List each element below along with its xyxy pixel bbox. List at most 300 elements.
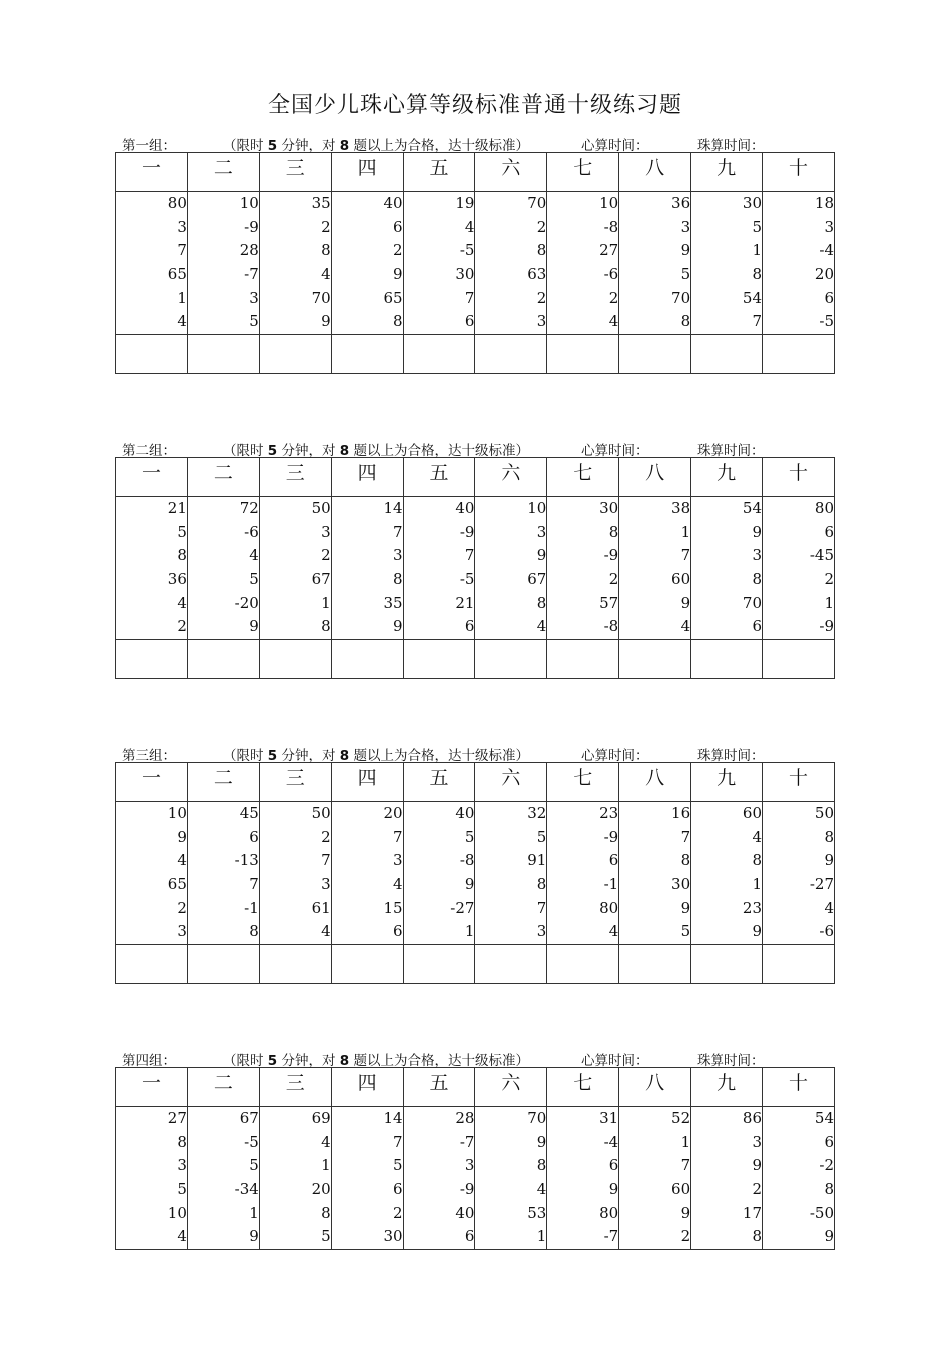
- problem-number: 65: [167, 265, 187, 284]
- answer-row: [116, 945, 835, 984]
- problem-number: 3: [824, 217, 834, 236]
- problem-number: 61: [311, 898, 331, 917]
- problem-number: 8: [752, 265, 763, 284]
- problem-number: 7: [464, 288, 475, 307]
- problem-number: 9: [393, 617, 403, 636]
- problem-number: -8: [603, 217, 619, 236]
- problem-number: 60: [671, 570, 691, 589]
- problem-number: 4: [177, 312, 187, 331]
- abacus-time-label: 珠算时间：: [697, 443, 765, 459]
- problem-number: 2: [321, 546, 331, 565]
- problem-number: 4: [464, 217, 475, 236]
- problem-number: 6: [393, 1180, 403, 1199]
- problem-column: [116, 802, 188, 945]
- column-header: 七: [547, 153, 619, 192]
- problem-number: 67: [239, 1109, 259, 1127]
- problem-column: [331, 1107, 403, 1250]
- problem-column: [619, 497, 691, 640]
- problem-number: 15: [383, 898, 403, 917]
- rule-mid: 分钟，对: [277, 748, 340, 764]
- problem-number: 9: [177, 827, 187, 846]
- problem-column: [187, 1107, 259, 1250]
- rule-post: 题以上为合格，达十级标准）: [349, 1053, 529, 1069]
- column-header: 八: [619, 763, 691, 802]
- problem-number: -9: [603, 827, 619, 846]
- problem-number: 60: [671, 1180, 691, 1199]
- problem-number: 9: [536, 546, 547, 565]
- column-header: 四: [331, 458, 403, 497]
- problem-column: [331, 802, 403, 945]
- problem-number: 9: [680, 1203, 691, 1222]
- problem-number: 40: [455, 1203, 475, 1222]
- problem-column: [475, 497, 547, 640]
- group-name: 第一组：: [122, 138, 176, 154]
- problem-number: 2: [536, 288, 547, 307]
- problem-number: 5: [680, 265, 691, 284]
- group-name: 第三组：: [122, 748, 176, 764]
- problem-number: 5: [249, 312, 259, 331]
- column-header-row: [116, 458, 835, 497]
- problem-number: 9: [824, 851, 834, 870]
- problem-number: -27: [450, 898, 475, 917]
- problem-number: 18: [814, 194, 834, 212]
- problem-number: 23: [742, 898, 763, 917]
- column-header: 九: [691, 153, 763, 192]
- problem-table: [115, 152, 835, 374]
- problem-number: 8: [752, 851, 763, 870]
- problem-number: 67: [527, 570, 547, 589]
- mental-time-label: 心算时间：: [581, 443, 649, 459]
- problem-number: -9: [819, 617, 834, 636]
- problem-numbers-row: [116, 802, 835, 945]
- problem-column: [331, 497, 403, 640]
- problem-column: [475, 1107, 547, 1250]
- problem-number: 3: [177, 217, 187, 236]
- problem-number: -6: [244, 522, 259, 541]
- answer-cell[interactable]: [116, 945, 188, 984]
- answer-cell[interactable]: [116, 640, 188, 679]
- problem-number: -5: [459, 241, 475, 260]
- column-header: 二: [187, 763, 259, 802]
- problem-number: 9: [680, 898, 691, 917]
- problem-number: 52: [671, 1109, 691, 1127]
- answer-cell[interactable]: [619, 640, 691, 679]
- problem-column: [547, 192, 619, 335]
- problem-number: 1: [321, 1156, 331, 1175]
- problem-number: -2: [819, 1156, 834, 1175]
- problem-number: -5: [459, 570, 475, 589]
- problem-number: 2: [321, 217, 331, 236]
- problem-number: 2: [608, 570, 619, 589]
- problem-column: [187, 192, 259, 335]
- rule-post: 题以上为合格，达十级标准）: [349, 138, 529, 154]
- answer-cell[interactable]: [331, 335, 403, 374]
- problem-number: 7: [536, 898, 547, 917]
- problem-number: 70: [527, 194, 547, 212]
- problem-number: 21: [167, 499, 187, 517]
- problem-number: 3: [536, 312, 547, 331]
- problem-number: 69: [311, 1109, 331, 1127]
- problem-number: 1: [680, 522, 691, 541]
- problem-number: -9: [603, 546, 619, 565]
- problem-number: 4: [177, 593, 187, 612]
- problem-number: -7: [603, 1227, 619, 1246]
- problem-number: 8: [752, 570, 763, 589]
- problem-number: 14: [383, 1109, 403, 1127]
- column-header: 一: [116, 153, 188, 192]
- problem-number: 40: [455, 499, 475, 517]
- answer-cell[interactable]: [547, 335, 619, 374]
- problem-number: 8: [536, 593, 547, 612]
- problem-number: 2: [608, 288, 619, 307]
- exercise-group: [115, 437, 835, 679]
- problem-number: 3: [464, 1156, 475, 1175]
- problem-number: -4: [819, 241, 834, 260]
- problem-number: 2: [536, 217, 547, 236]
- problem-number: 6: [752, 617, 763, 636]
- problem-column: [619, 192, 691, 335]
- problem-column: [187, 497, 259, 640]
- problem-column: [763, 497, 835, 640]
- problem-number: 4: [680, 617, 691, 636]
- problem-number: 5: [464, 827, 475, 846]
- problem-number: 23: [599, 804, 619, 822]
- problem-number: 2: [321, 827, 331, 846]
- problem-number: 30: [742, 194, 763, 212]
- problem-number: 5: [393, 1156, 403, 1175]
- problem-number: 6: [464, 1227, 475, 1246]
- problem-number: 6: [393, 217, 403, 236]
- column-header: 十: [763, 1068, 835, 1107]
- column-header: 八: [619, 458, 691, 497]
- mental-time-label: 心算时间：: [581, 748, 649, 764]
- problem-number: 1: [680, 1132, 691, 1151]
- problem-number: 9: [608, 1180, 619, 1199]
- problem-number: 10: [239, 194, 259, 212]
- problem-number: 4: [608, 922, 619, 941]
- problem-number: 5: [249, 1156, 259, 1175]
- problem-number: 1: [249, 1203, 259, 1222]
- problem-number: -45: [809, 546, 834, 565]
- problem-number: 54: [742, 288, 763, 307]
- problem-number: 8: [536, 241, 547, 260]
- problem-number: 8: [680, 851, 691, 870]
- problem-number: -50: [809, 1203, 834, 1222]
- problem-column: [547, 1107, 619, 1250]
- problem-number: 7: [680, 546, 691, 565]
- problem-number: 3: [177, 922, 187, 941]
- problem-number: 7: [464, 546, 475, 565]
- problem-number: 17: [742, 1203, 763, 1222]
- problem-number: 8: [321, 1203, 331, 1222]
- problem-column: [403, 1107, 475, 1250]
- problem-number: 35: [311, 194, 331, 212]
- problem-number: 19: [455, 194, 475, 212]
- problem-number: -5: [819, 312, 834, 331]
- problem-number: 9: [249, 1227, 259, 1246]
- time-limit-rule: [223, 134, 529, 154]
- problem-number: 6: [608, 851, 619, 870]
- answer-cell[interactable]: [763, 945, 835, 984]
- answer-cell[interactable]: [187, 640, 259, 679]
- rule-min: 5: [267, 748, 278, 764]
- answer-cell[interactable]: [475, 640, 547, 679]
- answer-cell[interactable]: [403, 335, 475, 374]
- problem-number: 65: [383, 288, 403, 307]
- problem-number: 35: [383, 593, 403, 612]
- column-header: 九: [691, 763, 763, 802]
- rule-pre: （限时: [223, 443, 268, 459]
- exercise-group: [115, 1047, 835, 1250]
- answer-cell[interactable]: [331, 945, 403, 984]
- problem-number: 2: [680, 1227, 691, 1246]
- problem-number: -7: [459, 1132, 475, 1151]
- problem-number: 3: [321, 522, 331, 541]
- problem-number: 8: [752, 1227, 763, 1246]
- problem-number: 10: [167, 804, 187, 822]
- problem-number: 7: [393, 1132, 403, 1151]
- answer-cell[interactable]: [331, 640, 403, 679]
- problem-number: -8: [459, 851, 475, 870]
- problem-number: -1: [244, 898, 259, 917]
- time-limit-rule: [223, 744, 529, 764]
- problem-number: 9: [752, 1156, 763, 1175]
- problem-number: 1: [321, 593, 331, 612]
- problem-number: 40: [455, 804, 475, 822]
- problem-number: 8: [536, 1156, 547, 1175]
- problem-number: 1: [752, 241, 763, 260]
- problem-number: 2: [824, 570, 834, 589]
- problem-number: 5: [177, 1180, 187, 1199]
- problem-number: 65: [167, 875, 187, 894]
- problem-number: -6: [819, 922, 834, 941]
- answer-row: [116, 335, 835, 374]
- problem-number: 16: [671, 804, 691, 822]
- problem-number: 5: [752, 217, 763, 236]
- problem-column: [116, 497, 188, 640]
- column-header: 九: [691, 1068, 763, 1107]
- problem-table: [115, 762, 835, 984]
- problem-number: 36: [167, 570, 187, 589]
- problem-number: 91: [527, 851, 547, 870]
- column-header-row: [116, 153, 835, 192]
- column-header: 七: [547, 458, 619, 497]
- problem-number: 4: [321, 1132, 331, 1151]
- column-header: 六: [475, 1068, 547, 1107]
- problem-number: 4: [177, 851, 187, 870]
- problem-number: 4: [824, 898, 834, 917]
- problem-number: 27: [167, 1109, 187, 1127]
- answer-cell[interactable]: [187, 945, 259, 984]
- answer-cell[interactable]: [403, 945, 475, 984]
- problem-number: -9: [244, 217, 259, 236]
- problem-number: 8: [393, 312, 403, 331]
- problem-number: 20: [383, 804, 403, 822]
- rule-count: 8: [339, 138, 350, 154]
- answer-cell[interactable]: [763, 335, 835, 374]
- problem-number: 9: [393, 265, 403, 284]
- problem-number: 86: [742, 1109, 763, 1127]
- problem-numbers-row: [116, 497, 835, 640]
- problem-number: 80: [814, 499, 834, 517]
- problem-number: 5: [321, 1227, 331, 1246]
- answer-cell[interactable]: [116, 335, 188, 374]
- problem-number: 9: [249, 617, 259, 636]
- problem-number: 10: [167, 1203, 187, 1222]
- problem-number: 9: [680, 241, 691, 260]
- problem-number: 8: [321, 617, 331, 636]
- problem-number: 21: [455, 593, 475, 612]
- problem-table: [115, 1067, 835, 1250]
- problem-number: -7: [244, 265, 259, 284]
- problem-number: 6: [393, 922, 403, 941]
- group-header: [115, 742, 835, 762]
- column-header: 四: [331, 763, 403, 802]
- rule-post: 题以上为合格，达十级标准）: [349, 748, 529, 764]
- problem-number: -27: [809, 875, 834, 894]
- column-header-row: [116, 763, 835, 802]
- problem-number: 1: [824, 593, 834, 612]
- answer-cell[interactable]: [259, 945, 331, 984]
- problem-number: 3: [393, 546, 403, 565]
- problem-number: 63: [527, 265, 547, 284]
- problem-number: 6: [824, 1132, 834, 1151]
- problem-number: 8: [321, 241, 331, 260]
- problem-number: 9: [680, 593, 691, 612]
- answer-cell[interactable]: [547, 945, 619, 984]
- column-header: 六: [475, 458, 547, 497]
- problem-number: 9: [536, 1132, 547, 1151]
- problem-column: [116, 1107, 188, 1250]
- problem-number: -1: [603, 875, 619, 894]
- problem-number: 70: [742, 593, 763, 612]
- problem-number: 40: [383, 194, 403, 212]
- rule-count: 8: [339, 1053, 350, 1069]
- problem-number: -6: [603, 265, 619, 284]
- problem-number: 7: [249, 875, 259, 894]
- problem-column: [116, 192, 188, 335]
- problem-number: 4: [249, 546, 259, 565]
- problem-numbers-row: [116, 1107, 835, 1250]
- time-limit-rule: [223, 1049, 529, 1069]
- column-header: 十: [763, 763, 835, 802]
- problem-number: 4: [321, 265, 331, 284]
- answer-cell[interactable]: [475, 945, 547, 984]
- column-header: 十: [763, 153, 835, 192]
- problem-number: 8: [177, 1132, 187, 1151]
- problem-number: 2: [752, 1180, 763, 1199]
- problem-column: [475, 192, 547, 335]
- answer-cell[interactable]: [547, 640, 619, 679]
- answer-cell[interactable]: [691, 945, 763, 984]
- answer-cell[interactable]: [259, 640, 331, 679]
- rule-min: 5: [267, 1053, 278, 1069]
- column-header: 三: [259, 1068, 331, 1107]
- rule-post: 题以上为合格，达十级标准）: [349, 443, 529, 459]
- group-name: 第四组：: [122, 1053, 176, 1069]
- problem-number: 5: [249, 570, 259, 589]
- problem-number: 54: [814, 1109, 834, 1127]
- page-title: 全国少儿珠心算等级标准普通十级练习题: [267, 93, 682, 118]
- problem-column: [403, 192, 475, 335]
- problem-number: 4: [177, 1227, 187, 1246]
- problem-number: 10: [527, 499, 547, 517]
- problem-column: [259, 1107, 331, 1250]
- problem-column: [691, 192, 763, 335]
- problem-number: 2: [393, 1203, 403, 1222]
- problem-number: 3: [177, 1156, 187, 1175]
- problem-number: -34: [234, 1180, 259, 1199]
- problem-number: 5: [536, 827, 547, 846]
- answer-cell[interactable]: [619, 335, 691, 374]
- problem-number: 1: [177, 288, 187, 307]
- column-header: 五: [403, 1068, 475, 1107]
- problem-column: [691, 802, 763, 945]
- answer-cell[interactable]: [259, 335, 331, 374]
- problem-number: 2: [177, 617, 187, 636]
- problem-number: 4: [536, 1180, 547, 1199]
- answer-cell[interactable]: [619, 945, 691, 984]
- problem-number: 6: [824, 522, 834, 541]
- problem-column: [403, 497, 475, 640]
- rule-count: 8: [339, 748, 350, 764]
- abacus-time-label: 珠算时间：: [697, 138, 765, 154]
- rule-mid: 分钟，对: [277, 1053, 340, 1069]
- column-header: 八: [619, 153, 691, 192]
- answer-cell[interactable]: [403, 640, 475, 679]
- rule-pre: （限时: [223, 138, 268, 154]
- column-header-row: [116, 1068, 835, 1107]
- answer-cell[interactable]: [763, 640, 835, 679]
- problem-number: 4: [393, 875, 403, 894]
- column-header: 七: [547, 1068, 619, 1107]
- problem-number: 3: [752, 1132, 763, 1151]
- problem-column: [547, 802, 619, 945]
- answer-cell[interactable]: [691, 640, 763, 679]
- answer-cell[interactable]: [691, 335, 763, 374]
- problem-number: 50: [311, 499, 331, 517]
- group-header: [115, 437, 835, 457]
- exercise-group: [115, 742, 835, 984]
- problem-column: [763, 802, 835, 945]
- problem-number: 32: [527, 804, 547, 822]
- problem-number: 70: [311, 288, 331, 307]
- rule-pre: （限时: [223, 1053, 268, 1069]
- problem-number: 8: [393, 570, 403, 589]
- problem-number: 1: [752, 875, 763, 894]
- problem-number: 7: [393, 522, 403, 541]
- problem-number: 9: [824, 1227, 834, 1246]
- column-header: 五: [403, 458, 475, 497]
- problem-number: 54: [742, 499, 763, 517]
- problem-number: -8: [603, 617, 619, 636]
- column-header: 二: [187, 153, 259, 192]
- problem-number: 14: [383, 499, 403, 517]
- problem-number: 2: [393, 241, 403, 260]
- problem-number: 8: [680, 312, 691, 331]
- problem-number: -9: [459, 1180, 475, 1199]
- problem-table: [115, 457, 835, 679]
- problem-number: -5: [244, 1132, 259, 1151]
- answer-cell[interactable]: [475, 335, 547, 374]
- problem-number: 6: [608, 1156, 619, 1175]
- column-header: 七: [547, 763, 619, 802]
- problem-number: 3: [536, 922, 547, 941]
- answer-cell[interactable]: [187, 335, 259, 374]
- problem-number: 27: [599, 241, 619, 260]
- problem-number: 45: [239, 804, 259, 822]
- problem-column: [259, 497, 331, 640]
